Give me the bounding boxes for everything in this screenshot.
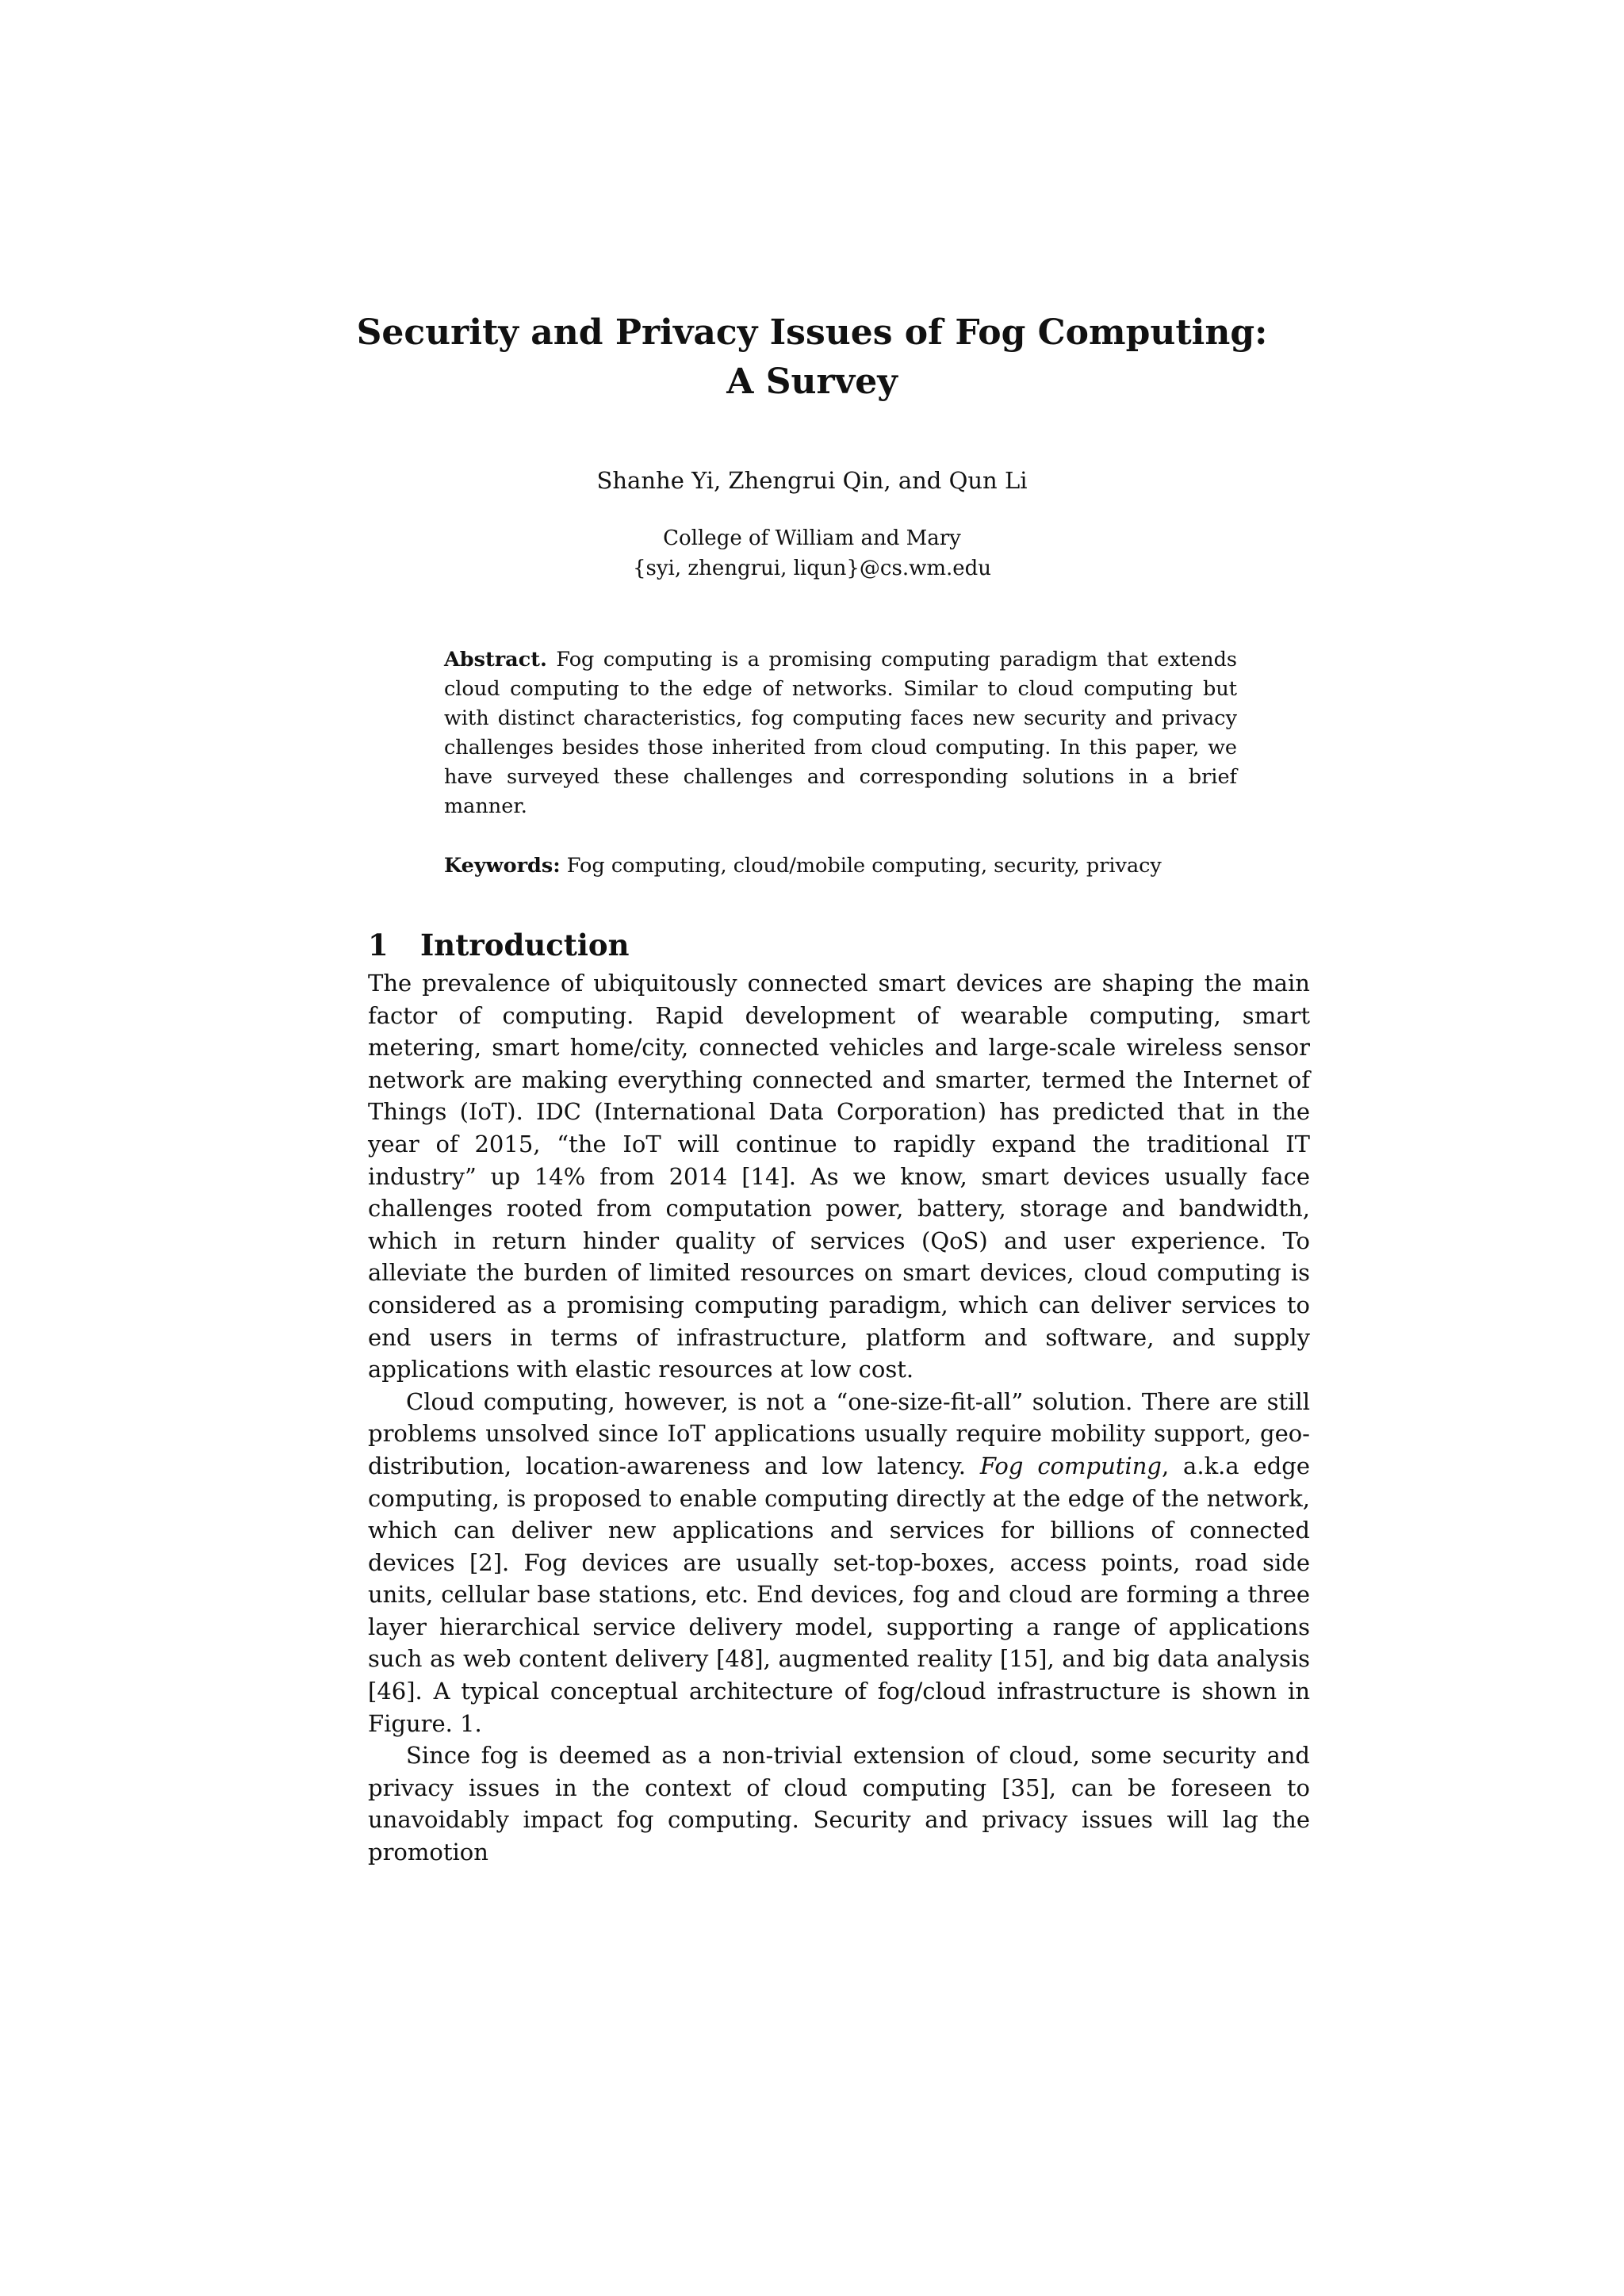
paragraph-1: The prevalence of ubiquitously connected smart devices are shaping the main factor of computing. Rapid development of wearable computing, smart metering, smart home/city, connected vehicles and large-scale wireless sensor network are making everything connected and smarter, termed the Internet of Things (IoT). IDC (International Data Corporation) has predicted that in the year of 2015, “the IoT will continue to rapidly expand the traditional IT industry” up 14% from 2014 [14]. As we know, smart devices usually face challenges rooted from computation power, battery, storage and bandwidth, which in return hinder quality of services (QoS) and user experience. To alleviate the burden of limited resources on smart devices, cloud computing is considered as a promising computing paradigm, which can deliver services to end users in terms of infrastructure, platform and software, and supply applications with elastic resources at low cost. — [368, 970, 1310, 1383]
section-title: Introduction — [420, 928, 630, 962]
author-email: {syi, zhengrui, liqun}@cs.wm.edu — [632, 557, 992, 580]
abstract-label: Abstract. — [444, 648, 547, 672]
keywords-label: Keywords: — [444, 854, 561, 878]
paragraph-2 — [368, 1386, 1310, 1740]
section-number: 1 — [368, 928, 389, 962]
authors: Shanhe Yi, Zhengrui Qin, and Qun Li — [596, 467, 1028, 494]
section-heading — [368, 926, 630, 964]
paper-title-line1: Security and Privacy Issues of Fog Computing: — [356, 312, 1268, 353]
paragraph-2-rest: , a.k.a edge computing, is proposed to enable computing directly at the edge of the network, which can deliver new applications and services for billions of connected devices [2]. Fog devices are usually set-top-boxes, access points, road side units, cellular base stations, etc. End devices, fog and cloud are forming a three layer hierarchical service delivery model, supporting a range of applications such as web content delivery [48], augmented reality [15], and big data analysis [46]. A typical conceptual architecture of fog/cloud infrastructure is shown in Figure. 1. — [368, 1452, 1310, 1737]
affiliation: College of William and Mary — [663, 526, 961, 550]
abstract-text: Fog computing is a promising computing paradigm that extends cloud computing to the edge of networks. Similar to cloud computing but with distinct characteristics, fog computing faces new security and privacy challenges besides those inherited from cloud computing. In this paper, we have surveyed these challenges and corresponding solutions in a brief manner. — [444, 648, 1237, 818]
paragraph-2-start: Cloud computing, however, is not a “one-size-fit-all” solution. There are still problems unsolved since IoT applications usually require mobility support, geo-distribution, location-awareness and low latency. — [368, 1387, 1310, 1479]
paragraph-3: Since fog is deemed as a non-trivial extension of cloud, some security and privacy issues in the context of cloud computing [35], can be foreseen to unavoidably impact fog computing. Security and privacy issues will lag the promotion — [368, 1742, 1310, 1866]
section-body — [368, 967, 1310, 1869]
paper-title-line2: A Survey — [726, 362, 898, 402]
fog-computing-emphasis: Fog computing — [979, 1452, 1162, 1479]
abstract-block — [444, 645, 1237, 821]
keywords-text: Fog computing, cloud/mobile computing, security, privacy — [566, 854, 1162, 878]
keywords-block — [444, 851, 1237, 881]
